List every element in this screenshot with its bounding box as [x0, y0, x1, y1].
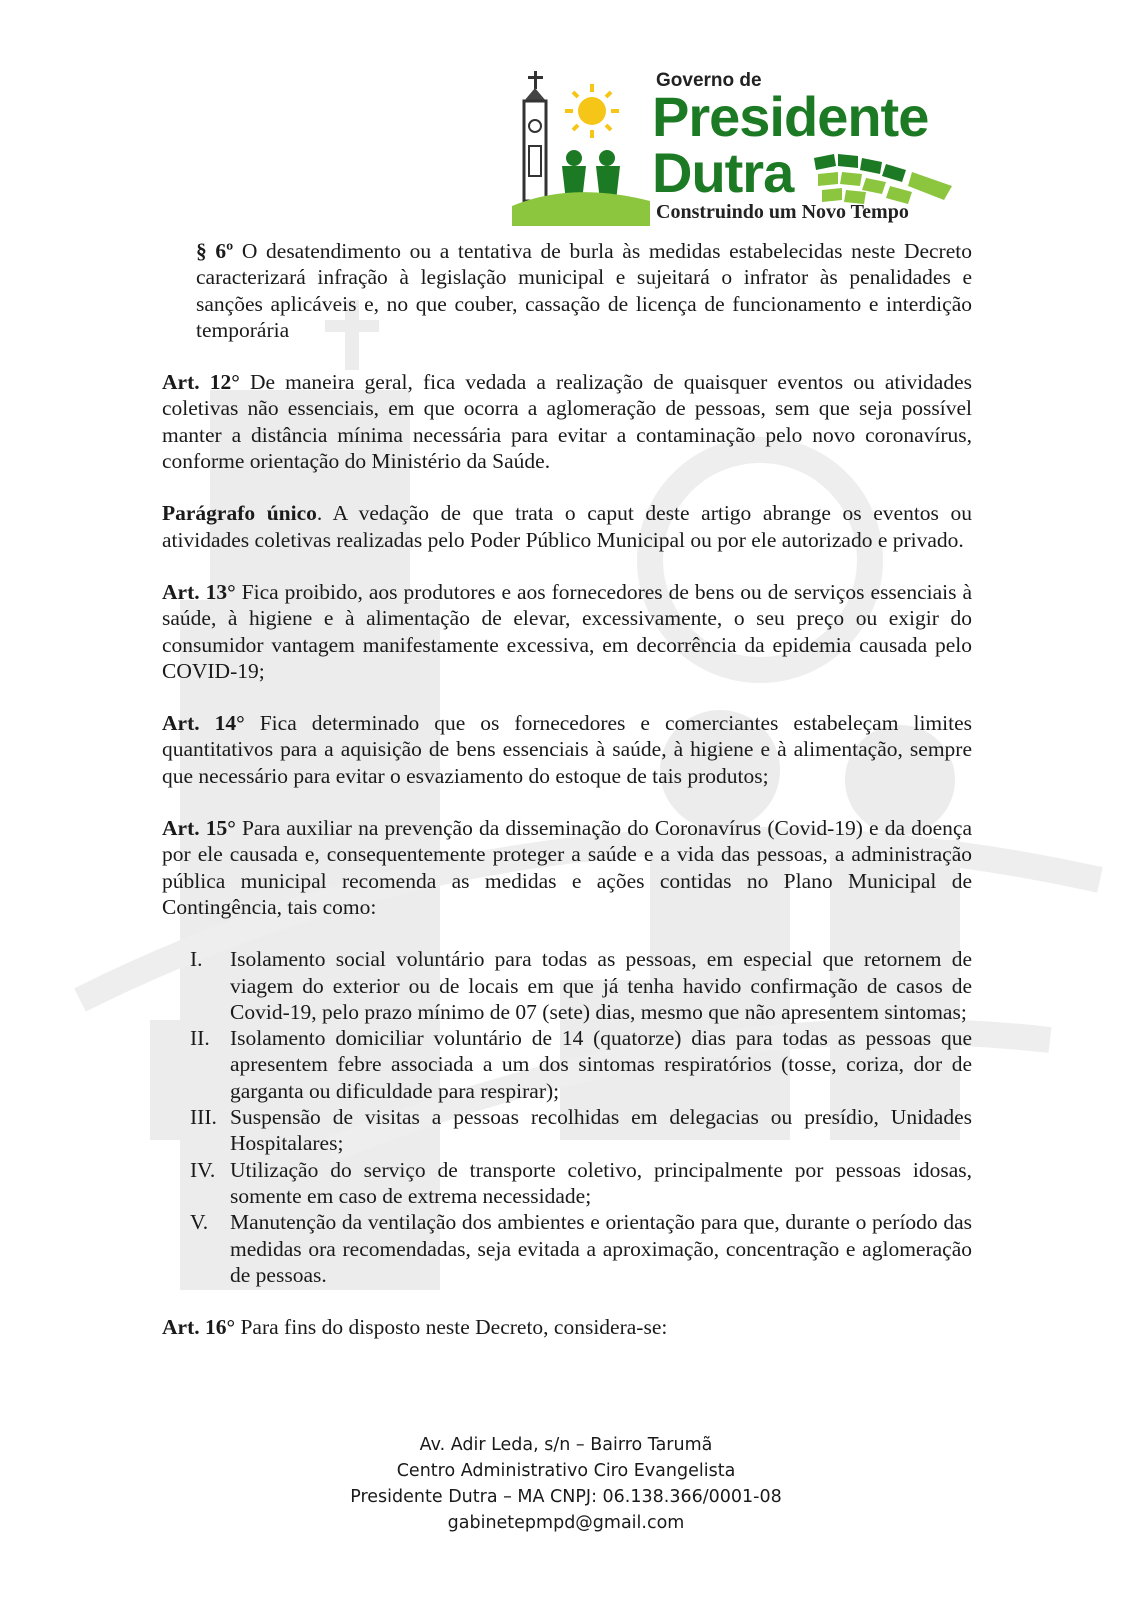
list-item-text: Isolamento domiciliar voluntário de 14 (quatorze) dias para todas as pessoas que apresentem febre associada a um dos sintomas respiratórios (tosse, coriza, dor de garganta ou dificuldade para respirar);	[230, 1026, 972, 1103]
article-13	[162, 579, 972, 684]
sole-paragraph	[162, 500, 972, 553]
article-13-text: Fica proibido, aos produtores e aos fornecedores de bens ou de serviços essenciais à saúde, à higiene e à alimentação de elevar, excessivamente, o seu preço ou exigir do consumidor vantagem manifestamente excessiva, em decorrência da epidemia causada pelo COVID-19;	[162, 579, 972, 683]
article-12	[162, 369, 972, 474]
list-item	[162, 1104, 972, 1157]
list-item-text: Utilização do serviço de transporte coletivo, principalmente por pessoas idosas, somente em caso de extrema necessidade;	[230, 1157, 972, 1208]
sole-paragraph-text: . A vedação de que trata o caput deste artigo abrange os eventos ou atividades coletivas realizadas pelo Poder Público Municipal ou por ele autorizado e privado.	[162, 501, 972, 552]
list-item-number: III.	[190, 1105, 217, 1130]
article-16-text: Para fins do disposto neste Decreto, considera-se:	[235, 1315, 668, 1340]
article-15-label: Art. 15°	[162, 816, 236, 841]
page-footer	[0, 1432, 1132, 1536]
paragraph-6-text: O desatendimento ou a tentativa de burla às medidas estabelecidas neste Decreto caracterizará infração à legislação municipal e sujeitará o infrator às penalidades e sanções aplicáveis e, no que couber, cassação de licença de funcionamento e interdição temporária	[196, 239, 972, 342]
list-item-text: Isolamento social voluntário para todas as pessoas, em especial que retornem de viagem do exterior ou de locais em que já tenha havido confirmação de casos de Covid-19, pelo prazo mínimo de 07 (sete) dias, mesmo que não apresentem sintomas;	[230, 947, 972, 1024]
list-item	[162, 946, 972, 1025]
church-sun-people-emblem	[512, 66, 652, 226]
article-14-label: Art. 14°	[162, 711, 245, 736]
logo-slogan: Construindo um Novo Tempo	[656, 201, 909, 223]
sole-paragraph-label: Parágrafo único	[162, 501, 317, 526]
article-12-label: Art. 12°	[162, 370, 240, 395]
list-item-number: I.	[190, 947, 203, 972]
measures-list	[162, 946, 972, 1288]
footer-city-cnpj: Presidente Dutra – MA CNPJ: 06.138.366/0001-08	[350, 1487, 782, 1507]
list-item-number: II.	[190, 1026, 210, 1051]
footer-admin-center: Centro Administrativo Ciro Evangelista	[396, 1461, 736, 1481]
article-13-label: Art. 13°	[162, 579, 236, 604]
decree-body	[162, 238, 972, 1366]
article-14-text: Fica determinado que os fornecedores e comerciantes estabeleçam limites quantitativos para a aquisição de bens essenciais à saúde, à higiene e à alimentação, sempre que necessário para evitar o esvaziamento do estoque de tais produtos;	[162, 711, 972, 788]
logo-city-name-line1: Presidente	[652, 85, 929, 148]
list-item-number: IV.	[190, 1157, 216, 1182]
article-15	[162, 815, 972, 920]
list-item	[162, 1025, 972, 1104]
article-15-text: Para auxiliar na prevenção da disseminação do Coronavírus (Covid-19) e da doença por ele causada e, consequentemente proteger a saúde e a vida das pessoas, a administração pública municipal recomenda as medidas e ações contidas no Plano Municipal de Contingência, tais como:	[162, 816, 972, 919]
municipality-logo	[512, 66, 962, 228]
article-16	[162, 1314, 972, 1340]
logo-city-name-line2: Dutra	[652, 141, 794, 204]
article-16-label: Art. 16°	[162, 1315, 236, 1340]
article-14	[162, 710, 972, 789]
list-item-text: Suspensão de visitas a pessoas recolhidas em delegacias ou presídio, Unidades Hospitalares;	[230, 1105, 972, 1156]
article-12-text: De maneira geral, fica vedada a realização de quaisquer eventos ou atividades coletivas não essenciais, em que ocorra a aglomeração de pessoas, sem que seja possível manter a distância mínima necessária para evitar a contaminação pelo novo coronavírus, conforme orientação do Ministério da Saúde.	[162, 370, 973, 474]
paragraph-6	[196, 238, 972, 343]
list-item-number: V.	[190, 1210, 209, 1235]
footer-address: Av. Adir Leda, s/n – Bairro Tarumã	[419, 1435, 713, 1455]
paragraph-6-label: § 6º	[196, 239, 234, 263]
logo-government-label: Governo de	[656, 70, 762, 91]
footer-email: gabinetepmpd@gmail.com	[447, 1513, 685, 1533]
list-item	[162, 1157, 972, 1210]
list-item	[162, 1209, 972, 1288]
list-item-text: Manutenção da ventilação dos ambientes e orientação para que, durante o período das medidas ora recomendadas, seja evitada a aproximação, concentração e aglomeração de pessoas.	[230, 1210, 972, 1287]
